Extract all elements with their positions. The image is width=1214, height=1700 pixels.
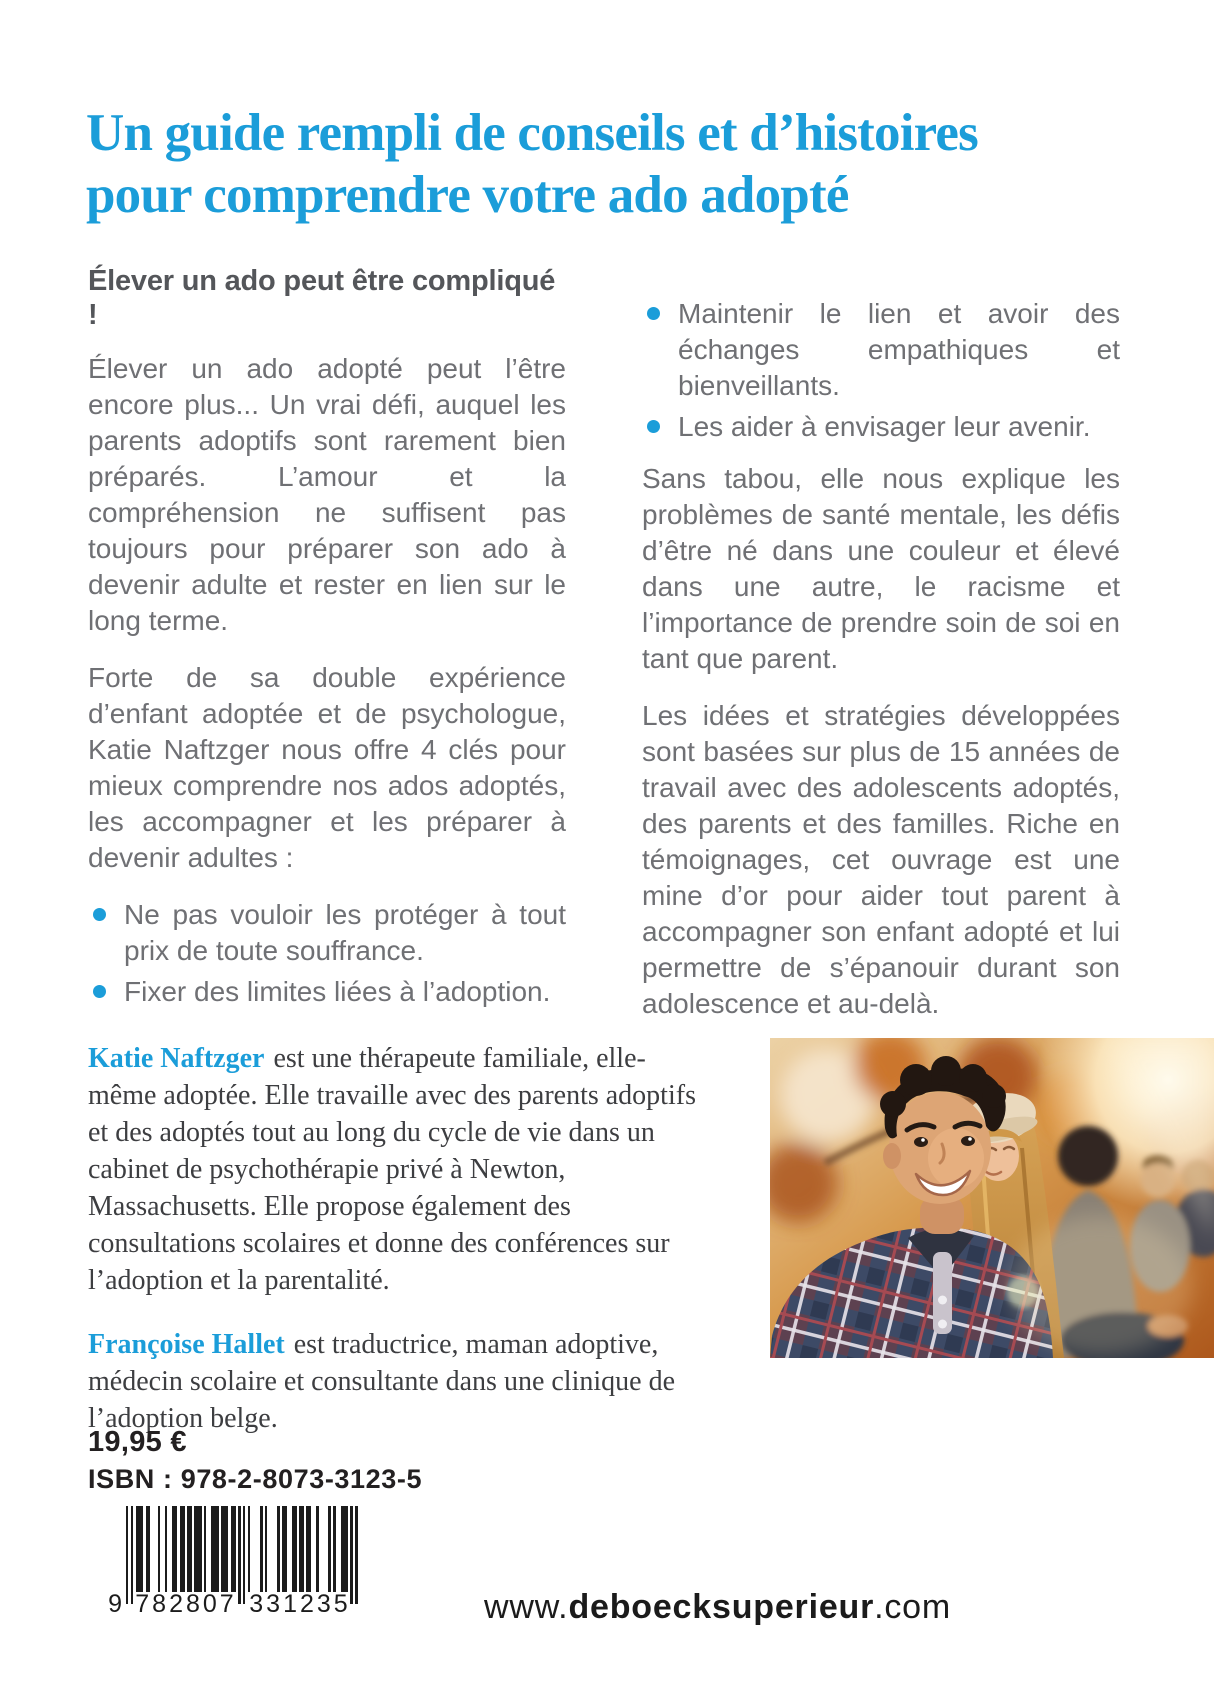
details-paragraph-1: Sans tabou, elle nous explique les problèmes de santé mentale, les défis d’être né dans une couleur et élevé dans une autre, le racisme et l’importance de prendre soin de soi en tant que parent. [642,463,1120,674]
tagline-line-2: pour comprendre votre ado adopté [86,166,849,224]
keys-list-left [88,897,566,1010]
details-column [642,296,1120,1043]
intro-paragraph-2: Forte de sa double expérience d’enfant adoptée et de psychologue, Katie Naftzger nous offre 4 clés pour mieux comprendre nos ados adoptés, les accompagner et les préparer à devenir adultes : [88,662,566,873]
list-item [642,296,1120,404]
list-item [642,409,1120,445]
list-item [88,897,566,969]
author-bio [88,1326,712,1437]
intro-column [88,264,566,1026]
list-item-text: Maintenir le lien et avoir des échanges empathiques et bienveillants. [678,298,1120,401]
website-prefix: www. [484,1588,569,1626]
barcode-module [355,1506,357,1604]
section-heading: Élever un ado peut être compliqué ! [88,265,556,331]
bullet-dot-icon [93,985,106,998]
details-paragraph-2: Les idées et stratégies développées sont basées sur plus de 15 années de travail avec des adolescents adoptés, des parents et des familles. Riche en témoignages, cet ouvrage est une mine d’or pour aider tout parent à accompagner son enfant adopté et lui permettre de s’épanouir durant son adolescence et au-delà. [642,700,1120,1019]
list-item-text: Ne pas vouloir les protéger à tout prix de toute souffrance. [124,899,566,966]
tagline-line-1: Un guide rempli de conseils et d’histoires [86,104,978,162]
cover-tagline [86,102,1106,226]
list-item-text: Fixer des limites liées à l’adoption. [124,976,551,1007]
author-name: Françoise Hallet [88,1329,285,1360]
publisher-website [484,1588,951,1627]
list-item [88,974,566,1010]
bullet-dot-icon [93,908,106,921]
barcode-digits-left: 782807 [135,1590,237,1618]
website-suffix: .com [874,1588,952,1626]
intro-paragraph-1: Élever un ado adopté peut l’être encore plus... Un vrai défi, auquel les parents adoptifs sont rarement bien préparés. L’amour et la compréhension ne suffisent pas toujours pour préparer son ado à devenir adulte et rester en lien sur le long terme. [88,353,566,636]
bullet-dot-icon [647,307,660,320]
author-bio [88,1040,712,1299]
keys-list-right [642,296,1120,445]
website-name: deboecksuperieur [568,1588,875,1626]
author-name: Katie Naftzger [88,1043,265,1074]
isbn: ISBN : 978-2-8073-3123-5 [88,1464,423,1494]
list-item-text: Les aider à envisager leur avenir. [678,411,1091,442]
author-bio-text: est traductrice, maman adoptive, médecin scolaire et consultante dans une clinique de l’adoption belge. [88,1329,676,1434]
barcode-digit-lead: 9 [108,1590,122,1618]
cover-photo [770,1038,1214,1358]
price: 19,95 € [88,1426,187,1458]
bullet-dot-icon [647,420,660,433]
teens-autumn-photo-illustration [770,1038,1214,1358]
author-bio-text: est une thérapeute familiale, elle-même adoptée. Elle travaille avec des parents adoptifs et des adoptés tout au long du cycle de vie dans un cabinet de psychothérapie privé à Newton, Massachusetts. Elle propose également des consultations scolaires et donne des conférences sur l’adoption et la parentalité. [88,1043,696,1296]
author-bios [88,1040,712,1464]
barcode-digits-right: 331235 [249,1590,351,1618]
ean-barcode [108,1506,371,1632]
